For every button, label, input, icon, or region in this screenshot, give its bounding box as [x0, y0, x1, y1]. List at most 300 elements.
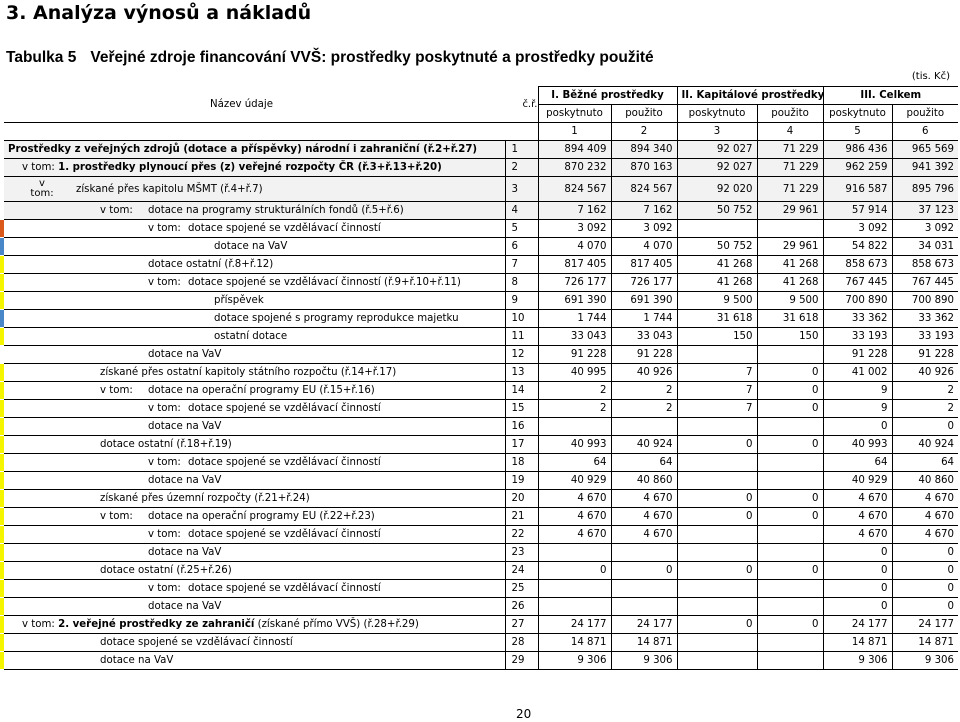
row-prefix: v tom:: [148, 403, 181, 414]
value-cell: 4 670: [611, 490, 677, 508]
row-label: dotace spojené se vzdělávací činností: [188, 403, 381, 414]
value-cell: 7: [677, 364, 757, 382]
value-cell: 4 670: [823, 508, 892, 526]
value-cell: 33 362: [823, 310, 892, 328]
value-cell: 40 929: [538, 472, 611, 490]
subcol-header: použito: [611, 105, 677, 123]
value-cell: 92 020: [677, 177, 757, 202]
col-number: 6: [892, 123, 958, 141]
row-label: dotace na programy strukturálních fondů (ř.5+ř.6): [148, 205, 404, 216]
row-number: 24: [505, 562, 538, 580]
value-cell: 691 390: [611, 292, 677, 310]
table-row: [0, 256, 958, 274]
table-row: [0, 202, 958, 220]
row-number: 6: [505, 238, 538, 256]
row-number: 20: [505, 490, 538, 508]
value-cell: [611, 598, 677, 616]
value-cell: 9 306: [823, 652, 892, 670]
value-cell: 0: [823, 562, 892, 580]
value-cell: 41 268: [677, 274, 757, 292]
table-row: [0, 580, 958, 598]
value-cell: [757, 544, 823, 562]
value-cell: 3 092: [892, 220, 958, 238]
table-caption: [6, 49, 668, 67]
value-cell: 858 673: [892, 256, 958, 274]
value-cell: [677, 454, 757, 472]
value-cell: 29 961: [757, 202, 823, 220]
table-row: [0, 364, 958, 382]
value-cell: 29 961: [757, 238, 823, 256]
value-cell: 91 228: [823, 346, 892, 364]
value-cell: 4 670: [892, 508, 958, 526]
table-row: [0, 472, 958, 490]
value-cell: 0: [892, 544, 958, 562]
row-number: 15: [505, 400, 538, 418]
table-row: [0, 220, 958, 238]
value-cell: 41 268: [677, 256, 757, 274]
value-cell: 40 926: [611, 364, 677, 382]
value-cell: 33 193: [892, 328, 958, 346]
value-cell: 0: [892, 562, 958, 580]
row-label: dotace na VaV: [148, 601, 222, 612]
value-cell: 71 229: [757, 141, 823, 159]
row-number: 10: [505, 310, 538, 328]
value-cell: [538, 598, 611, 616]
value-cell: 150: [677, 328, 757, 346]
value-cell: 24 177: [611, 616, 677, 634]
row-label: dotace spojené se vzdělávací činností: [188, 583, 381, 594]
header-row-colnums: [0, 123, 958, 141]
value-cell: 92 027: [677, 159, 757, 177]
row-prefix: v tom:: [30, 178, 54, 199]
row-number: 8: [505, 274, 538, 292]
value-cell: 91 228: [892, 346, 958, 364]
value-cell: 916 587: [823, 177, 892, 202]
value-cell: 50 752: [677, 238, 757, 256]
rownum-header: č.ř.: [522, 98, 538, 110]
row-label: Prostředky z veřejných zdrojů (dotace a příspěvky) národní i zahraniční (ř.2+ř.27): [8, 144, 478, 155]
row-prefix: v tom:: [100, 205, 133, 216]
value-cell: 14 871: [611, 634, 677, 652]
row-number: 17: [505, 436, 538, 454]
value-cell: 700 890: [823, 292, 892, 310]
row-label: dotace spojené se vzdělávací činností (ř.9+ř.10+ř.11): [188, 277, 461, 288]
row-label: získané přes územní rozpočty (ř.21+ř.24): [100, 493, 310, 504]
value-cell: 41 268: [757, 274, 823, 292]
value-cell: [677, 544, 757, 562]
value-cell: 2: [892, 382, 958, 400]
value-cell: 34 031: [892, 238, 958, 256]
value-cell: 0: [892, 418, 958, 436]
value-cell: 895 796: [892, 177, 958, 202]
row-number: 3: [505, 177, 538, 202]
table-row: [0, 346, 958, 364]
value-cell: 3 092: [823, 220, 892, 238]
value-cell: 7 162: [538, 202, 611, 220]
value-cell: 3 092: [538, 220, 611, 238]
col-number: 5: [823, 123, 892, 141]
value-cell: 64: [611, 454, 677, 472]
col-number: 3: [677, 123, 757, 141]
value-cell: 1 744: [538, 310, 611, 328]
row-number: 9: [505, 292, 538, 310]
value-cell: 1 744: [611, 310, 677, 328]
value-cell: 870 163: [611, 159, 677, 177]
row-label: (získané přímo VVŠ) (ř.28+ř.29): [254, 619, 419, 630]
row-label: dotace na VaV: [148, 349, 222, 360]
value-cell: 7: [677, 400, 757, 418]
value-cell: 824 567: [611, 177, 677, 202]
row-label: dotace na VaV: [214, 241, 288, 252]
group-header-capital: II. Kapitálové prostředky: [677, 87, 823, 105]
value-cell: 986 436: [823, 141, 892, 159]
value-cell: 31 618: [677, 310, 757, 328]
page-number: 20: [516, 707, 532, 721]
table-row: [0, 598, 958, 616]
value-cell: 817 405: [611, 256, 677, 274]
value-cell: 40 860: [611, 472, 677, 490]
row-prefix: v tom:: [148, 457, 181, 468]
value-cell: 894 340: [611, 141, 677, 159]
row-number: 25: [505, 580, 538, 598]
value-cell: [757, 472, 823, 490]
value-cell: 4 670: [611, 508, 677, 526]
value-cell: 64: [892, 454, 958, 472]
row-label: dotace na VaV: [148, 421, 222, 432]
value-cell: 33 043: [538, 328, 611, 346]
value-cell: 33 043: [611, 328, 677, 346]
value-cell: 0: [823, 544, 892, 562]
name-header: Název údaje: [209, 98, 273, 110]
value-cell: [611, 418, 677, 436]
value-cell: 4 070: [611, 238, 677, 256]
row-number: 12: [505, 346, 538, 364]
value-cell: 941 392: [892, 159, 958, 177]
value-cell: 4 070: [538, 238, 611, 256]
value-cell: 0: [757, 508, 823, 526]
table-row: [0, 562, 958, 580]
value-cell: 858 673: [823, 256, 892, 274]
table-row: [0, 328, 958, 346]
table-row: [0, 141, 958, 159]
subcol-header: poskytnuto: [538, 105, 611, 123]
value-cell: 24 177: [538, 616, 611, 634]
units-label: (tis. Kč): [911, 71, 950, 82]
value-cell: [757, 454, 823, 472]
value-cell: [677, 526, 757, 544]
value-cell: 40 924: [892, 436, 958, 454]
row-number: 16: [505, 418, 538, 436]
row-prefix: v tom:: [100, 511, 133, 522]
row-number: 1: [505, 141, 538, 159]
value-cell: 0: [892, 598, 958, 616]
value-cell: 2: [538, 382, 611, 400]
value-cell: [611, 580, 677, 598]
value-cell: 150: [757, 328, 823, 346]
subcol-header: použito: [892, 105, 958, 123]
value-cell: 824 567: [538, 177, 611, 202]
value-cell: 9 306: [538, 652, 611, 670]
value-cell: 9 500: [677, 292, 757, 310]
value-cell: 894 409: [538, 141, 611, 159]
value-cell: 91 228: [611, 346, 677, 364]
value-cell: 71 229: [757, 177, 823, 202]
table-row: [0, 544, 958, 562]
value-cell: 0: [757, 616, 823, 634]
value-cell: 14 871: [823, 634, 892, 652]
row-label: dotace na VaV: [100, 655, 174, 666]
value-cell: [538, 544, 611, 562]
group-header-total: III. Celkem: [823, 87, 958, 105]
table-row: [0, 436, 958, 454]
value-cell: 4 670: [892, 490, 958, 508]
value-cell: 4 670: [538, 490, 611, 508]
value-cell: [611, 544, 677, 562]
value-cell: 962 259: [823, 159, 892, 177]
value-cell: 92 027: [677, 141, 757, 159]
value-cell: 0: [757, 364, 823, 382]
row-number: 28: [505, 634, 538, 652]
row-prefix: v tom:: [22, 162, 55, 173]
row-prefix: v tom:: [148, 277, 181, 288]
value-cell: 0: [757, 400, 823, 418]
value-cell: [677, 346, 757, 364]
value-cell: 0: [757, 382, 823, 400]
table-row: [0, 177, 958, 202]
table-row: [0, 159, 958, 177]
value-cell: [757, 418, 823, 436]
row-number: 21: [505, 508, 538, 526]
value-cell: 40 860: [892, 472, 958, 490]
table-row: [0, 634, 958, 652]
value-cell: 0: [677, 562, 757, 580]
value-cell: 2: [538, 400, 611, 418]
row-number: 26: [505, 598, 538, 616]
value-cell: [757, 346, 823, 364]
row-prefix: v tom:: [148, 583, 181, 594]
value-cell: 7 162: [611, 202, 677, 220]
value-cell: 40 926: [892, 364, 958, 382]
value-cell: 14 871: [538, 634, 611, 652]
value-cell: 0: [677, 616, 757, 634]
value-cell: 31 618: [757, 310, 823, 328]
row-number: 4: [505, 202, 538, 220]
value-cell: [677, 418, 757, 436]
table-body: [0, 87, 958, 670]
row-label: dotace ostatní (ř.8+ř.12): [148, 259, 274, 270]
row-label: dotace ostatní (ř.25+ř.26): [100, 565, 232, 576]
value-cell: 9: [823, 400, 892, 418]
value-cell: 870 232: [538, 159, 611, 177]
value-cell: 50 752: [677, 202, 757, 220]
value-cell: 54 822: [823, 238, 892, 256]
table-row: [0, 508, 958, 526]
value-cell: 64: [823, 454, 892, 472]
row-number: 2: [505, 159, 538, 177]
row-prefix: v tom:: [148, 529, 181, 540]
table-row: [0, 652, 958, 670]
row-label: získané přes ostatní kapitoly státního rozpočtu (ř.14+ř.17): [100, 367, 397, 378]
value-cell: 817 405: [538, 256, 611, 274]
value-cell: 726 177: [611, 274, 677, 292]
section-heading: 3. Analýza výnosů a nákladů: [6, 2, 312, 24]
value-cell: 4 670: [611, 526, 677, 544]
table-row: [0, 310, 958, 328]
row-label: dotace spojené s programy reprodukce majetku: [214, 313, 459, 324]
value-cell: 40 929: [823, 472, 892, 490]
row-number: 7: [505, 256, 538, 274]
value-cell: 33 193: [823, 328, 892, 346]
value-cell: 4 670: [892, 526, 958, 544]
value-cell: [677, 598, 757, 616]
row-number: 22: [505, 526, 538, 544]
value-cell: 64: [538, 454, 611, 472]
value-cell: [677, 220, 757, 238]
subcol-header: použito: [757, 105, 823, 123]
value-cell: [677, 652, 757, 670]
value-cell: [757, 526, 823, 544]
value-cell: 41 002: [823, 364, 892, 382]
header-row-groups: [0, 87, 958, 105]
value-cell: 0: [823, 418, 892, 436]
row-label: dotace na operační programy EU (ř.22+ř.23): [148, 511, 375, 522]
value-cell: 0: [538, 562, 611, 580]
value-cell: 71 229: [757, 159, 823, 177]
value-cell: 9 500: [757, 292, 823, 310]
value-cell: 9 306: [892, 652, 958, 670]
subcol-header: poskytnuto: [823, 105, 892, 123]
row-label: 1. prostředky plynoucí přes (z) veřejné rozpočty ČR (ř.3+ř.13+ř.20): [58, 162, 442, 173]
value-cell: 726 177: [538, 274, 611, 292]
table-row: [0, 454, 958, 472]
row-label: dotace spojené se vzdělávací činností: [100, 637, 293, 648]
table-row: [0, 490, 958, 508]
value-cell: 37 123: [892, 202, 958, 220]
row-label: získané přes kapitolu MŠMT (ř.4+ř.7): [76, 183, 263, 195]
financing-table: [0, 86, 958, 670]
value-cell: 40 924: [611, 436, 677, 454]
value-cell: 2: [611, 400, 677, 418]
row-number: 27: [505, 616, 538, 634]
table-row: [0, 238, 958, 256]
row-number: 5: [505, 220, 538, 238]
value-cell: 0: [757, 562, 823, 580]
value-cell: 4 670: [538, 508, 611, 526]
value-cell: 2: [892, 400, 958, 418]
value-cell: 0: [823, 580, 892, 598]
value-cell: 40 993: [538, 436, 611, 454]
table-row: [0, 292, 958, 310]
value-cell: 0: [892, 580, 958, 598]
row-number: 13: [505, 364, 538, 382]
value-cell: 33 362: [892, 310, 958, 328]
value-cell: [677, 634, 757, 652]
row-number: 14: [505, 382, 538, 400]
value-cell: 24 177: [892, 616, 958, 634]
row-number: 18: [505, 454, 538, 472]
value-cell: 24 177: [823, 616, 892, 634]
value-cell: [757, 652, 823, 670]
value-cell: 0: [823, 598, 892, 616]
value-cell: [757, 634, 823, 652]
value-cell: 2: [611, 382, 677, 400]
row-label-bold: 2. veřejné prostředky ze zahraničí: [58, 619, 255, 630]
table-row: [0, 616, 958, 634]
value-cell: 9: [823, 382, 892, 400]
row-label: ostatní dotace: [214, 331, 288, 342]
value-cell: 4 670: [823, 526, 892, 544]
group-header-current: I. Běžné prostředky: [538, 87, 677, 105]
value-cell: 0: [677, 508, 757, 526]
value-cell: [757, 580, 823, 598]
table-row: [0, 526, 958, 544]
value-cell: 9 306: [611, 652, 677, 670]
table-row: [0, 274, 958, 292]
value-cell: 40 995: [538, 364, 611, 382]
row-label: dotace spojené se vzdělávací činností: [188, 457, 381, 468]
row-number: 19: [505, 472, 538, 490]
row-label: dotace na operační programy EU (ř.15+ř.16): [148, 385, 375, 396]
value-cell: 7: [677, 382, 757, 400]
value-cell: [538, 418, 611, 436]
row-label: dotace na VaV: [148, 547, 222, 558]
col-number: 1: [538, 123, 611, 141]
value-cell: 91 228: [538, 346, 611, 364]
value-cell: 0: [677, 490, 757, 508]
value-cell: 0: [611, 562, 677, 580]
col-number: 2: [611, 123, 677, 141]
value-cell: 700 890: [892, 292, 958, 310]
value-cell: 4 670: [823, 490, 892, 508]
value-cell: [677, 580, 757, 598]
value-cell: [538, 580, 611, 598]
table-row: [0, 418, 958, 436]
value-cell: 0: [757, 436, 823, 454]
row-prefix: v tom:: [148, 223, 181, 234]
row-number: 11: [505, 328, 538, 346]
value-cell: 965 569: [892, 141, 958, 159]
value-cell: 14 871: [892, 634, 958, 652]
row-label: příspěvek: [214, 295, 264, 306]
row-prefix: v tom:: [22, 619, 55, 630]
value-cell: 41 268: [757, 256, 823, 274]
value-cell: 3 092: [611, 220, 677, 238]
value-cell: [757, 220, 823, 238]
table-caption-number: Tabulka 5: [6, 49, 77, 66]
value-cell: [677, 472, 757, 490]
table-caption-text: Veřejné zdroje financování VVŠ: prostředky poskytnuté a prostředky použité: [90, 49, 654, 66]
row-label: dotace na VaV: [148, 475, 222, 486]
value-cell: 57 914: [823, 202, 892, 220]
row-label: dotace ostatní (ř.18+ř.19): [100, 439, 232, 450]
table-row: [0, 400, 958, 418]
row-label: dotace spojené se vzdělávací činností: [188, 529, 381, 540]
value-cell: 691 390: [538, 292, 611, 310]
row-number: 29: [505, 652, 538, 670]
row-label: dotace spojené se vzdělávací činností: [188, 223, 381, 234]
value-cell: [757, 598, 823, 616]
value-cell: 767 445: [892, 274, 958, 292]
value-cell: 0: [677, 436, 757, 454]
value-cell: 4 670: [538, 526, 611, 544]
row-prefix: v tom:: [100, 385, 133, 396]
col-number: 4: [757, 123, 823, 141]
value-cell: 767 445: [823, 274, 892, 292]
value-cell: 0: [757, 490, 823, 508]
value-cell: 40 993: [823, 436, 892, 454]
row-number: 23: [505, 544, 538, 562]
table-row: [0, 382, 958, 400]
